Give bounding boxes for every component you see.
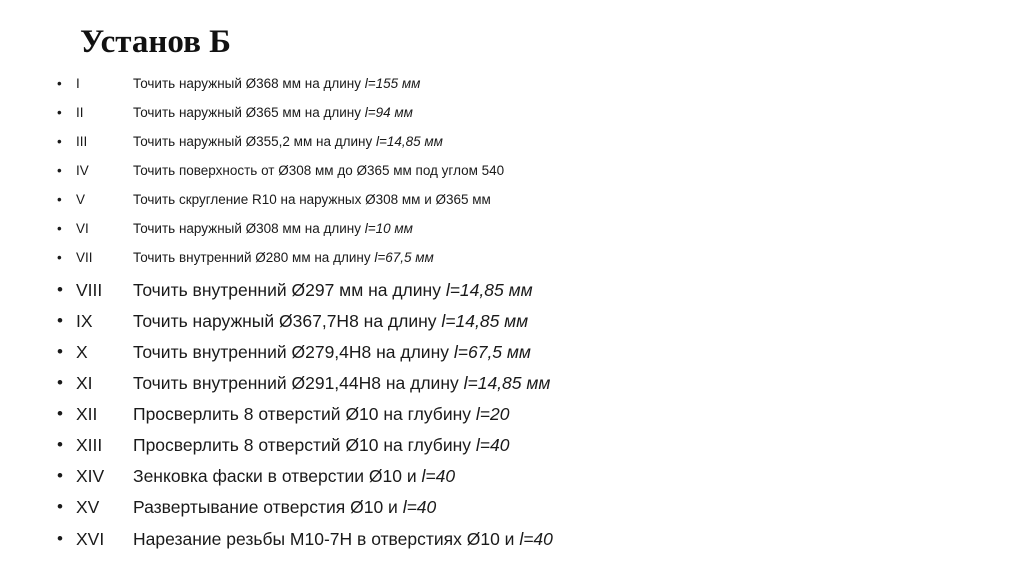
- bullet-icon: •: [57, 311, 63, 330]
- bullet-icon: •: [57, 163, 62, 178]
- item-length: l=14,85 мм: [463, 373, 551, 393]
- item-text: [133, 220, 413, 238]
- item-number: XIII: [76, 435, 103, 455]
- bullet-icon: •: [57, 250, 62, 265]
- item-text: [133, 191, 491, 209]
- item-length: l=67,5 мм: [453, 342, 531, 362]
- item-length: l=14,85 мм: [441, 311, 529, 331]
- item-text: [133, 104, 413, 122]
- item-text-main: Точить внутренний Ø280 мм на длину: [133, 250, 375, 265]
- item-text: [133, 279, 533, 301]
- item-number: XI: [76, 373, 93, 393]
- item-text-main: Точить внутренний Ø291,44H8 на длину: [133, 373, 464, 393]
- item-number: XVI: [76, 529, 105, 549]
- item-text: [133, 434, 509, 456]
- item-text: [133, 75, 420, 93]
- item-length: l=14,85 мм: [375, 134, 443, 149]
- item-length: l=40: [402, 497, 437, 517]
- bullet-icon: •: [57, 280, 63, 299]
- item-length: l=10 мм: [364, 221, 413, 236]
- item-length: l=94 мм: [364, 105, 413, 120]
- bullet-icon: •: [57, 529, 63, 548]
- item-text-main: Точить скругление R10 на наружных Ø308 мм и Ø365 мм: [133, 192, 491, 207]
- item-text-main: Точить поверхность от Ø308 мм до Ø365 мм под углом 540: [133, 163, 505, 178]
- item-length: l=40: [475, 435, 510, 455]
- bullet-icon: •: [57, 134, 62, 149]
- item-number: XIV: [76, 466, 105, 486]
- bullet-icon: •: [57, 404, 63, 423]
- item-text: [133, 372, 550, 394]
- bullet-icon: •: [57, 435, 63, 454]
- item-length: l=40: [519, 529, 553, 549]
- item-text-main: Точить наружный Ø365 мм на длину: [133, 105, 365, 120]
- item-text: [133, 528, 553, 550]
- item-number: III: [76, 134, 88, 149]
- item-text-main: Просверлить 8 отверстий Ø10 на глубину: [133, 435, 476, 455]
- item-number: IX: [76, 311, 93, 331]
- item-length: l=40: [421, 466, 456, 486]
- bullet-icon: •: [57, 342, 63, 361]
- item-length: l=155 мм: [364, 76, 421, 91]
- item-text: [133, 465, 455, 487]
- bullet-icon: •: [57, 105, 62, 120]
- item-length: l=14,85 мм: [445, 280, 533, 300]
- item-text-main: Просверлить 8 отверстий Ø10 на глубину: [133, 404, 476, 424]
- slide-title: Установ Б: [80, 24, 231, 60]
- item-length: l=20: [475, 404, 510, 424]
- item-number: II: [76, 105, 84, 120]
- item-text: [133, 496, 436, 518]
- item-number: VII: [76, 250, 93, 265]
- item-text-main: Точить внутренний Ø279,4H8 на длину: [133, 342, 454, 362]
- item-length: l=67,5 мм: [374, 250, 434, 265]
- item-text-main: Точить наружный Ø368 мм на длину: [133, 76, 365, 91]
- bullet-icon: •: [57, 373, 63, 392]
- item-number: X: [76, 342, 88, 362]
- item-text-main: Нарезание резьбы М10-7Н в отверстиях Ø10 и: [133, 529, 520, 549]
- item-number: XV: [76, 497, 100, 517]
- bullet-icon: •: [57, 497, 63, 516]
- item-number: VI: [76, 221, 89, 236]
- item-number: XII: [76, 404, 98, 424]
- item-text: [133, 403, 509, 425]
- item-text-main: Развертывание отверстия Ø10 и: [133, 497, 403, 517]
- item-number: IV: [76, 163, 89, 178]
- item-text-main: Точить внутренний Ø297 мм на длину: [133, 280, 446, 300]
- bullet-icon: •: [57, 221, 62, 236]
- bullet-icon: •: [57, 466, 63, 485]
- item-number: I: [76, 76, 80, 91]
- item-text: [133, 341, 531, 363]
- item-text-main: Точить наружный Ø308 мм на длину: [133, 221, 365, 236]
- bullet-icon: •: [57, 192, 62, 207]
- item-text: [133, 133, 443, 151]
- item-text-main: Зенковка фаски в отверстии Ø10 и: [133, 466, 422, 486]
- item-number: V: [76, 192, 86, 207]
- item-text: [133, 162, 504, 180]
- item-text: [133, 249, 434, 267]
- item-text: [133, 310, 528, 332]
- item-number: VIII: [76, 280, 103, 300]
- bullet-icon: •: [57, 76, 62, 91]
- item-text-main: Точить наружный Ø367,7H8 на длину: [133, 311, 442, 331]
- item-text-main: Точить наружный Ø355,2 мм на длину: [133, 134, 376, 149]
